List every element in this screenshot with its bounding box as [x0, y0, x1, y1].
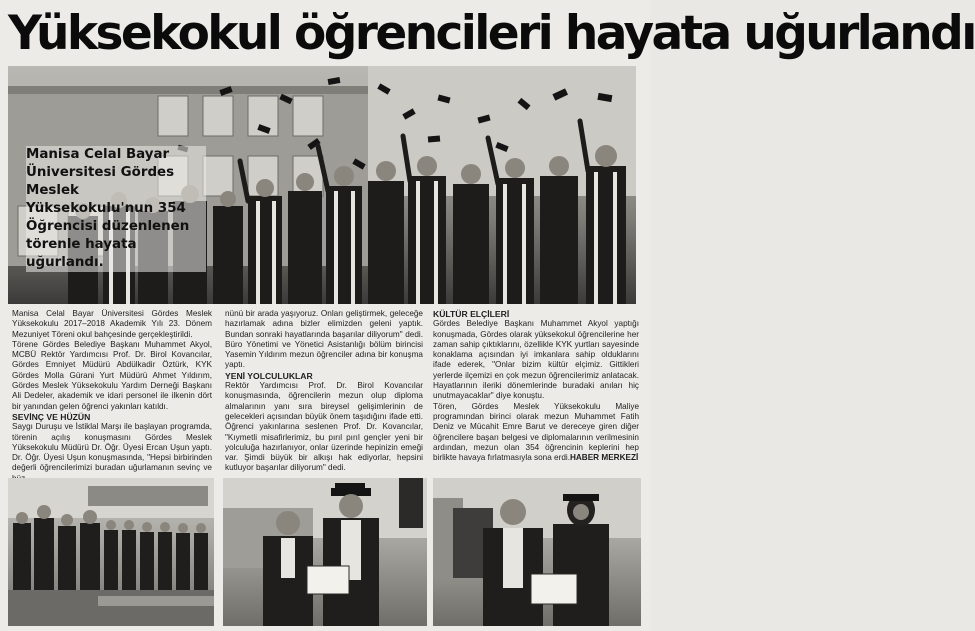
paragraph: Gördes Belediye Başkanı Muhammet Akyol yaptığı konuşmada, Gördes olarak yüksekokul öğrencilerine her zaman sahip çıktıklarını, özellikle KYK yurtları sayesinde konaklama açısından iyi imkanlara sahip olduklarını ifade ederek, "Onlar bizim kültür elçimiz. Gittikleri yerlerde ilçemizi en çok mezun öğrencilerimiz anlatacak. Hayatlarının ileriki dönemlerinde buradaki anıları hiç unutmayacaklar" diye konuştu.	[433, 319, 639, 401]
subheading: YENİ YOLCULUKLAR	[225, 370, 313, 381]
paragraph: Törene Gördes Belediye Başkanı Muhammet Akyol, MCBÜ Rektör Yardımcısı Prof. Dr. Birol Kovancılar, Gördes Emniyet Müdürü Abdülkadir Öztürk, KYK Gördes Molla Gürani Yurt Müdürü Ahmet Yıldırım, Gördes Meslek Yüksekokulu Yardım Derneği Başkanı Ali Dedeler, akademik ve idari personel ile ilkenin dört bir yanından gelen öğrenci yakınları katıldı.	[12, 339, 212, 411]
paragraph: Rektör Yardımcısı Prof. Dr. Birol Kovancılar konuşmasında, öğrencilerin mezun olup diploma almalarının yanı sıra bireysel gelişimlerinin de gelecekleri açısından büyük önem taşıdığını ifade etti. Öğrenci yakınlarına seslenen Prof. Dr. Kovancılar, "Kıymetli misafirlerimiz, bu pırıl pırıl gençler yeni bir yolculuğa hazırlanıyor, onlar üzerinde hepinizin emeği var. Şimdi büyük bir alkışı hak ediyorlar, hepsini kutluyor başarılar diliyorum" dedi.	[225, 381, 423, 473]
graduation-photo	[8, 66, 636, 304]
article-column-2	[225, 309, 423, 474]
diploma-presentation-photo	[223, 478, 427, 626]
lede-summary: Manisa Celal Bayar Üniversitesi Gördes Meslek Yüksekokulu'nun 354 Öğrencisi düzenlenen törenle hayata uğurlandı.	[26, 146, 206, 272]
paragraph: Manisa Celal Bayar Üniversitesi Gördes Meslek Yüksekokulu 2017–2018 Akademik Yılı 23. Dönem Mezuniyet Töreni okul bahçesinde gerçekleştirildi.	[12, 309, 212, 339]
byline: HABER MERKEZİ	[569, 453, 639, 463]
diploma-presentation-photo	[433, 478, 641, 626]
article-column-1	[12, 309, 212, 484]
subheading: KÜLTÜR ELÇİLERİ	[433, 309, 510, 319]
article-column-3	[433, 309, 639, 463]
graduates-group-photo	[8, 478, 214, 626]
paragraph: nünü bir arada yaşıyoruz. Onları geliştirmek, geleceğe hazırlamak adına bizler elimizden geleni yaptık. Bundan sonraki hayatlarında başarılar diliyorum" dedi. Büro Yönetimi ve Yönetici Asistanlığı bölüm birincisi Yasemin Yıldırım mezun öğrenciler adına bir konuşma yaptı.	[225, 309, 423, 370]
paragraph	[433, 402, 639, 464]
subheading: SEVİNÇ VE HÜZÜN	[12, 411, 91, 422]
headline: Yüksekokul öğrencileri hayata uğurlandı	[8, 6, 975, 61]
paragraph-text: Tören, Gördes Meslek Yüksekokulu Maliye programından birinci olarak mezun Muhammet Fatih Deniz ve Mücahit Emre Barut ve dereceye giren diğer öğrencilere başarı belgesi ve diplomalarının verilmesinin ardından, mezun olan 354 öğrencinin keplerini hep birlikte havaya fırlatmasıyla sona erdi.	[433, 401, 639, 463]
paragraph: Saygı Duruşu ve İstiklal Marşı ile başlayan programda, törenin açılış konuşmasını Gördes Meslek Yüksekokulu Müdürü Dr. Öğr. Üyesi Ercan Uşun yaptı. Dr. Öğr. Üyesi Uşun konuşmasında, "Hepsi birbirinden değerli öğrencilerimizi buradan uğurlamanın sevinç ve	[12, 422, 212, 473]
